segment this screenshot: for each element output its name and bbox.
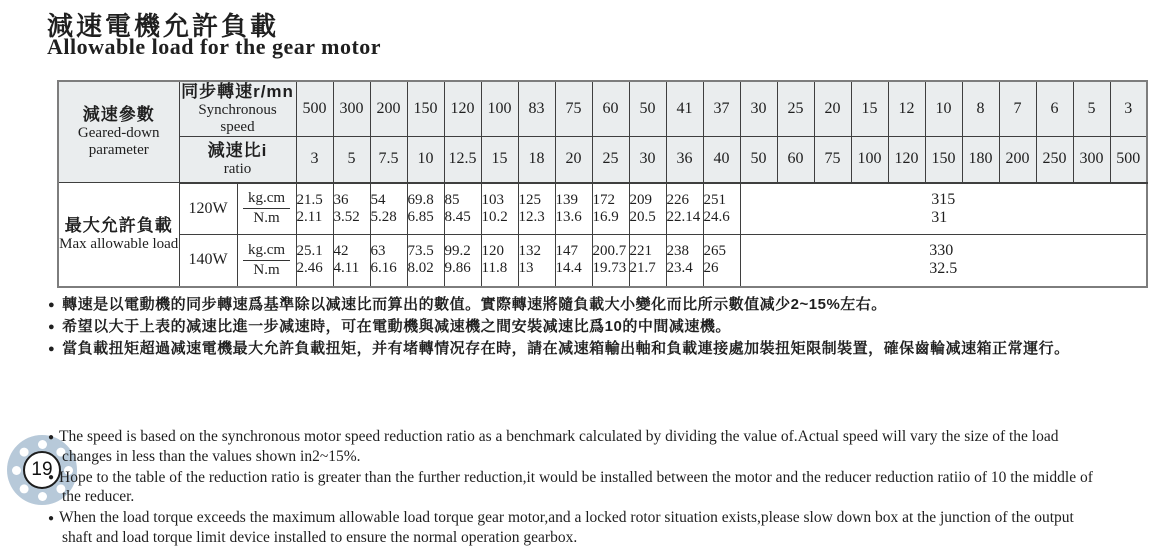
bolt-hole-icon [38, 492, 47, 501]
kgcm-value: 315 [931, 190, 956, 208]
nm-value: 6.16 [370, 260, 397, 277]
load-header-cell [58, 183, 179, 287]
ratio-value-cell: 200 [999, 137, 1036, 183]
ratio-value-cell: 20 [555, 137, 592, 183]
unit-fraction [243, 190, 290, 227]
ratio-value-cell: 500 [1110, 137, 1147, 183]
nm-value: 32.5 [929, 260, 958, 278]
param-header-cell [58, 81, 179, 183]
load-value-cell [518, 183, 555, 235]
kgcm-value: 54 [370, 191, 386, 208]
speed-value-cell: 3 [1110, 81, 1147, 137]
load-value-cell [703, 235, 740, 287]
nm-value: 8.45 [444, 208, 471, 225]
load-label-zh: 最大允許負載 [64, 215, 173, 235]
notes-english [48, 427, 1106, 547]
kgcm-value: 25.1 [296, 243, 323, 260]
nm-value: 19.73 [592, 260, 627, 277]
load-value-cell [481, 235, 518, 287]
nm-value: 16.9 [592, 208, 619, 225]
ratio-header-cell [179, 137, 296, 183]
kgcm-value: 251 [703, 191, 726, 208]
load-value-cell [592, 183, 629, 235]
unit-nm: N.m [253, 210, 280, 227]
nm-value: 26 [703, 260, 719, 277]
note-item: ● The speed is based on the synchronous motor speed reduction ratio as a benchmark calculated by dividing the value of.Actual speed will vary the size of the load changes in less than the values shown in2~15%. [48, 427, 1106, 466]
speed-value-cell: 12 [888, 81, 925, 137]
nm-value: 9.86 [444, 260, 471, 277]
speed-value-cell: 25 [777, 81, 814, 137]
merged-load-cell [740, 235, 1147, 287]
nm-value: 2.11 [296, 208, 323, 225]
ratio-label-en: ratio [223, 160, 252, 177]
kgcm-value: 73.5 [407, 243, 434, 260]
speed-value-cell: 75 [555, 81, 592, 137]
kgcm-value: 265 [703, 243, 726, 260]
load-value-cell [296, 235, 333, 287]
note-item: ● Hope to the table of the reduction ratio is greater than the further reduction,it would be installed between the motor and the reducer reduction ratiio of 10 the middle of the reducer. [48, 468, 1106, 507]
unit-cell-140w [237, 235, 296, 287]
ratio-value-cell: 7.5 [370, 137, 407, 183]
ratio-value-cell: 3 [296, 137, 333, 183]
nm-value: 14.4 [555, 260, 582, 277]
page-title-en: Allowable load for the gear motor [47, 34, 382, 59]
unit-cell-120w [237, 183, 296, 235]
nm-value: 22.14 [666, 208, 701, 225]
kgcm-value: 209 [629, 191, 652, 208]
ratio-value-cell: 12.5 [444, 137, 481, 183]
unit-fraction [243, 242, 290, 279]
load-value-cell [666, 183, 703, 235]
speed-value-cell: 300 [333, 81, 370, 137]
speed-value-cell: 83 [518, 81, 555, 137]
ratio-value-cell: 30 [629, 137, 666, 183]
nm-value: 24.6 [703, 208, 730, 225]
kgcm-value: 221 [629, 243, 652, 260]
ratio-value-cell: 5 [333, 137, 370, 183]
nm-value: 5.28 [370, 208, 397, 225]
speed-value-cell: 30 [740, 81, 777, 137]
unit-kgcm: kg.cm [243, 190, 290, 209]
kgcm-value: 132 [518, 243, 541, 260]
nm-value: 23.4 [666, 260, 693, 277]
notes-chinese [48, 294, 1133, 360]
speed-header-cell [179, 81, 296, 137]
note-item: ● When the load torque exceeds the maximum allowable load torque gear motor,and a locked rotor situation exists,please slow down box at the junction of the output shaft and load torque limit device installed to ensure the normal operation gearbox. [48, 508, 1106, 547]
ratio-value-cell: 250 [1036, 137, 1073, 183]
load-value-cell [370, 235, 407, 287]
unit-nm: N.m [253, 261, 280, 278]
speed-value-cell: 150 [407, 81, 444, 137]
note-item: ● 轉速是以電動機的同步轉速爲基準除以减速比而算出的數值。實際轉速將隨負載大小變化而比所示數值减少2~15%左右。 [48, 294, 1133, 316]
power-cell-120w: 120W [179, 183, 237, 235]
merged-load-cell [740, 183, 1147, 235]
load-value-cell [333, 235, 370, 287]
unit-kgcm: kg.cm [243, 242, 290, 261]
speed-value-cell: 120 [444, 81, 481, 137]
nm-value: 8.02 [407, 260, 434, 277]
ratio-value-cell: 36 [666, 137, 703, 183]
load-row-120w [58, 183, 1147, 235]
ratio-value-cell: 120 [888, 137, 925, 183]
ratio-header-row [58, 137, 1147, 183]
kgcm-value: 69.8 [407, 191, 434, 208]
kgcm-value: 120 [481, 243, 504, 260]
kgcm-value: 103 [481, 191, 504, 208]
nm-value: 3.52 [333, 208, 360, 225]
load-value-cell [703, 183, 740, 235]
load-value-cell [296, 183, 333, 235]
page-title-zh: 減速電機允許負載 [47, 11, 280, 41]
nm-value: 4.11 [333, 260, 360, 277]
load-value-cell [629, 235, 666, 287]
speed-value-cell: 500 [296, 81, 333, 137]
ratio-value-cell: 150 [925, 137, 962, 183]
kgcm-value: 63 [370, 243, 386, 260]
load-value-cell [592, 235, 629, 287]
speed-value-cell: 100 [481, 81, 518, 137]
kgcm-value: 330 [929, 242, 954, 260]
speed-value-cell: 20 [814, 81, 851, 137]
kgcm-value: 21.5 [296, 191, 323, 208]
load-value-cell [555, 183, 592, 235]
kgcm-value: 36 [333, 191, 349, 208]
kgcm-value: 85 [444, 191, 460, 208]
bolt-hole-icon [38, 440, 47, 449]
speed-value-cell: 6 [1036, 81, 1073, 137]
speed-value-cell: 200 [370, 81, 407, 137]
kgcm-value: 139 [555, 191, 578, 208]
power-cell-140w: 140W [179, 235, 237, 287]
allowable-load-table [57, 80, 1148, 288]
load-value-cell [333, 183, 370, 235]
note-item: ● 當負載扭矩超過减速電機最大允許負載扭矩，并有堵轉情况存在時，請在减速箱輸出軸和負載連接處加裝扭矩限制裝置，確保齒輪减速箱正常運行。 [48, 338, 1133, 360]
ratio-value-cell: 75 [814, 137, 851, 183]
ratio-value-cell: 25 [592, 137, 629, 183]
load-value-cell [481, 183, 518, 235]
ratio-value-cell: 100 [851, 137, 888, 183]
load-value-cell [444, 235, 481, 287]
ratio-value-cell: 10 [407, 137, 444, 183]
speed-value-cell: 7 [999, 81, 1036, 137]
bolt-hole-icon [17, 482, 30, 495]
load-value-cell [407, 235, 444, 287]
load-value-cell [629, 183, 666, 235]
load-value-cell [555, 235, 592, 287]
kgcm-value: 125 [518, 191, 541, 208]
speed-label-en: Synchronous speed [198, 102, 277, 135]
load-value-cell [666, 235, 703, 287]
bolt-hole-icon [12, 466, 21, 475]
kgcm-value: 99.2 [444, 243, 471, 260]
load-value-cell [407, 183, 444, 235]
page-number: 19 [23, 451, 61, 489]
ratio-value-cell: 40 [703, 137, 740, 183]
nm-value: 21.7 [629, 260, 656, 277]
nm-value: 31 [931, 208, 948, 226]
kgcm-value: 238 [666, 243, 689, 260]
load-value-cell [370, 183, 407, 235]
speed-value-cell: 60 [592, 81, 629, 137]
nm-value: 11.8 [481, 260, 508, 277]
nm-value: 12.3 [518, 208, 545, 225]
nm-value: 13.6 [555, 208, 582, 225]
speed-value-cell: 41 [666, 81, 703, 137]
ratio-value-cell: 180 [962, 137, 999, 183]
ratio-value-cell: 50 [740, 137, 777, 183]
speed-value-cell: 8 [962, 81, 999, 137]
speed-value-cell: 37 [703, 81, 740, 137]
speed-value-cell: 15 [851, 81, 888, 137]
load-value-cell [444, 183, 481, 235]
load-value-cell [518, 235, 555, 287]
param-label-en: Geared-down parameter [77, 125, 160, 158]
nm-value: 2.46 [296, 260, 323, 277]
ratio-value-cell: 18 [518, 137, 555, 183]
kgcm-value: 147 [555, 243, 578, 260]
nm-value: 6.85 [407, 208, 434, 225]
nm-value: 10.2 [481, 208, 508, 225]
kgcm-value: 200.7 [592, 243, 627, 260]
ratio-value-cell: 15 [481, 137, 518, 183]
speed-label-zh: 同步轉速r/mn [181, 82, 294, 101]
kgcm-value: 42 [333, 243, 349, 260]
ratio-value-cell: 300 [1073, 137, 1110, 183]
nm-value: 13 [518, 260, 534, 277]
speed-header-row [58, 81, 1147, 137]
note-item: ● 希望以大于上表的减速比進一步减速時，可在電動機與减速機之間安裝减速比爲10的中間减速機。 [48, 316, 1133, 338]
kgcm-value: 172 [592, 191, 615, 208]
speed-value-cell: 10 [925, 81, 962, 137]
kgcm-value: 226 [666, 191, 689, 208]
param-label-zh: 減速參數 [82, 105, 155, 124]
ratio-value-cell: 60 [777, 137, 814, 183]
speed-value-cell: 5 [1073, 81, 1110, 137]
load-label-en: Max allowable load [59, 235, 179, 252]
ratio-label-zh: 減速比i [207, 140, 268, 160]
load-row-140w [58, 235, 1147, 287]
speed-value-cell: 50 [629, 81, 666, 137]
nm-value: 20.5 [629, 208, 656, 225]
